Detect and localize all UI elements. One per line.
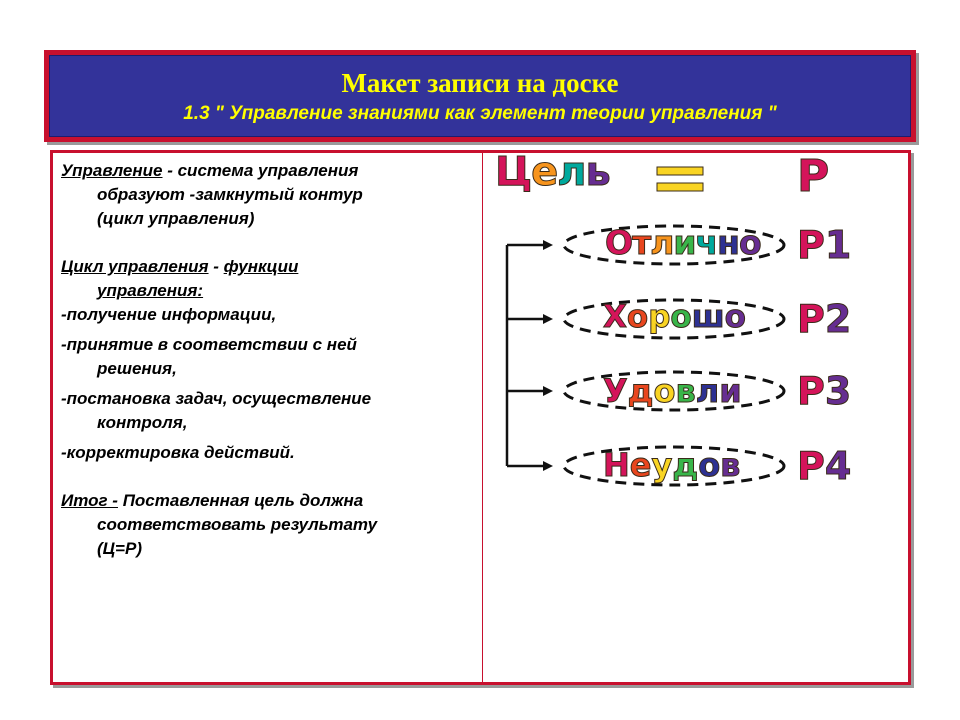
summary-line-3: (Ц=Р) bbox=[97, 539, 142, 558]
rainbow-letter: О bbox=[605, 223, 633, 262]
outcome-label-unsatisfactory bbox=[603, 446, 740, 484]
rainbow-letter: о bbox=[698, 446, 721, 484]
term-functions: функции bbox=[223, 257, 299, 276]
rainbow-letter: у bbox=[651, 446, 673, 484]
definition-management bbox=[61, 159, 471, 231]
goal-word bbox=[495, 149, 610, 195]
rainbow-letter: о bbox=[653, 372, 676, 410]
definition-cycle bbox=[61, 255, 471, 303]
definition-management-line-3: (цикл управления) bbox=[97, 209, 255, 228]
term-summary: Итог - bbox=[61, 491, 118, 510]
rainbow-letter: У bbox=[603, 372, 628, 410]
rainbow-letter: 1 bbox=[824, 223, 852, 267]
term-cycle: Цикл управления bbox=[61, 257, 209, 276]
definition-management-text: - система управления bbox=[162, 161, 359, 180]
term-management: Управление bbox=[61, 161, 163, 180]
cycle-dash: - bbox=[208, 257, 224, 276]
outcome-code-3 bbox=[797, 369, 851, 413]
outcome-label-excellent bbox=[605, 223, 761, 262]
list-item-text: -постановка задач, осуществление bbox=[61, 389, 372, 408]
rainbow-letter: д bbox=[627, 372, 654, 410]
header-panel bbox=[49, 55, 911, 137]
rainbow-letter: о bbox=[626, 299, 649, 335]
rainbow-letter: т bbox=[632, 223, 651, 262]
outcome-code-4 bbox=[797, 444, 851, 488]
list-item bbox=[61, 303, 471, 327]
rainbow-letter: е bbox=[629, 446, 652, 484]
rainbow-letter: Р bbox=[797, 297, 825, 341]
left-column bbox=[61, 159, 471, 561]
rainbow-letter: Ц bbox=[495, 149, 532, 195]
content-table bbox=[50, 150, 911, 685]
list-item-text: -принятие в соответствии с ней bbox=[61, 335, 357, 354]
rainbow-letter: ь bbox=[585, 149, 610, 195]
rainbow-letter: о bbox=[724, 299, 746, 335]
summary bbox=[61, 489, 471, 561]
rainbow-letter: ш bbox=[691, 299, 725, 335]
list-item-text: -корректировка действий. bbox=[61, 443, 295, 462]
rainbow-letter: л bbox=[650, 223, 674, 262]
rainbow-letter: Р bbox=[797, 444, 825, 488]
summary-line-2: соответствовать результату bbox=[97, 515, 378, 534]
rainbow-letter: 2 bbox=[824, 297, 852, 341]
rainbow-letter: Р bbox=[797, 369, 825, 413]
list-item bbox=[61, 333, 471, 381]
column-divider bbox=[482, 153, 483, 682]
equals-sign bbox=[657, 167, 703, 191]
outcome-code-2 bbox=[797, 297, 851, 341]
rainbow-letter: в bbox=[720, 446, 741, 484]
list-item-continuation: контроля, bbox=[97, 413, 188, 432]
definition-management-line-2: образуют -замкнутый контур bbox=[97, 185, 363, 204]
outcome-code-1 bbox=[797, 223, 851, 267]
page-title: Макет записи на доске bbox=[341, 68, 619, 98]
rainbow-letter: и bbox=[719, 372, 742, 410]
list-item-continuation: решения, bbox=[97, 359, 177, 378]
rainbow-letter: л bbox=[557, 149, 586, 195]
bracket-arrows bbox=[507, 240, 553, 471]
rainbow-letter: 3 bbox=[824, 369, 852, 413]
list-item bbox=[61, 441, 471, 465]
rainbow-letter: в bbox=[675, 372, 696, 410]
rainbow-letter: л bbox=[695, 372, 720, 410]
outcome-label-good bbox=[603, 299, 746, 335]
rainbow-letter: ч bbox=[695, 223, 718, 262]
list-item bbox=[61, 387, 471, 435]
rainbow-letter: Н bbox=[603, 446, 630, 484]
right-column bbox=[485, 149, 908, 682]
list-item-text: -получение информации, bbox=[61, 305, 277, 324]
rainbow-letter: д bbox=[672, 446, 699, 484]
outcome-label-satisfactory bbox=[603, 372, 742, 410]
page-subtitle: 1.3 " Управление знаниями как элемент теории управления " bbox=[183, 103, 777, 124]
rainbow-letter: о bbox=[738, 223, 761, 262]
summary-text: Поставленная цель должна bbox=[117, 491, 364, 510]
rainbow-letter: е bbox=[531, 149, 558, 195]
rainbow-letter: Х bbox=[603, 299, 627, 335]
result-letter: Р bbox=[797, 151, 830, 202]
rainbow-letter: р bbox=[648, 299, 671, 335]
rainbow-letter: и bbox=[673, 223, 696, 262]
rainbow-letter: Р bbox=[797, 223, 825, 267]
rainbow-letter: о bbox=[670, 299, 692, 335]
header-banner bbox=[44, 50, 916, 142]
rainbow-letter: н bbox=[717, 223, 739, 262]
term-functions-line-2: управления: bbox=[97, 281, 204, 300]
rainbow-letter: 4 bbox=[824, 444, 852, 488]
